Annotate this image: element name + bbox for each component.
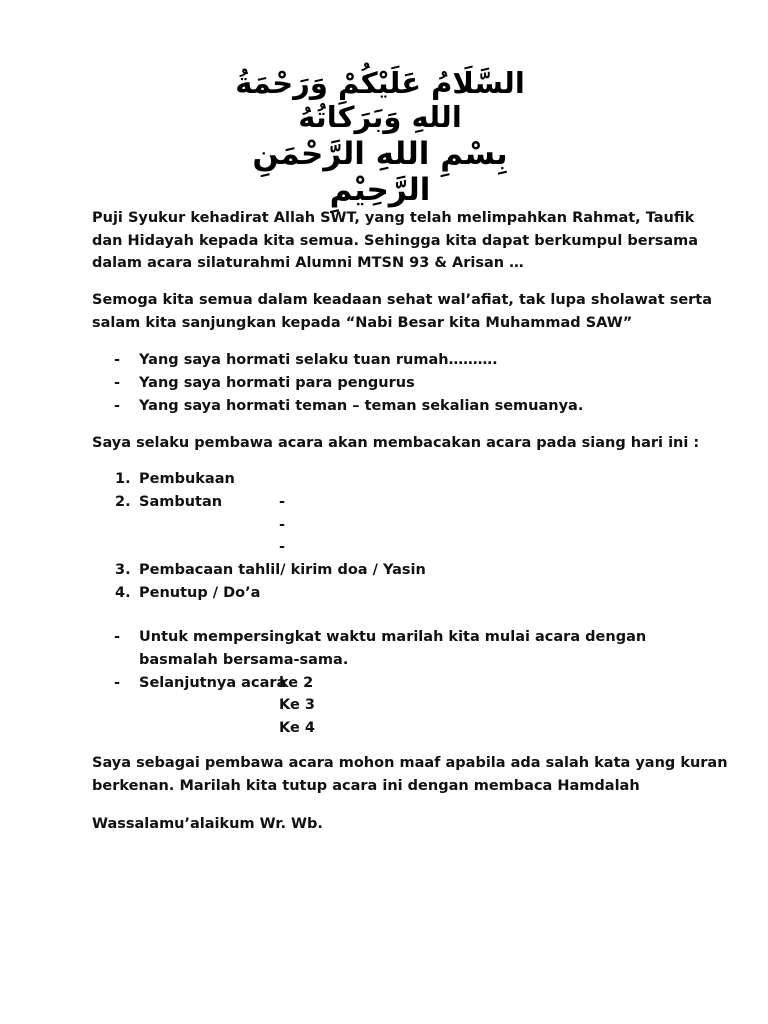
sambutan-dash: - <box>279 494 286 510</box>
agenda-item: Pembukaan <box>139 471 235 487</box>
note-subitem: Ke 3 <box>279 697 315 713</box>
agenda-number: 1. <box>115 471 131 487</box>
note-line: basmalah bersama-sama. <box>139 652 349 668</box>
paragraph-line: salam kita sanjungkan kepada “Nabi Besar kita Muhammad SAW” <box>92 314 633 331</box>
greeting-paragraph <box>92 289 713 334</box>
list-item: Yang saya hormati teman – teman sekalian semuanya. <box>139 398 584 414</box>
list-item: Yang saya hormati selaku tuan rumah………. <box>139 352 498 368</box>
agenda-number: 2. <box>115 494 131 510</box>
paragraph-line: Puji Syukur kehadirat Allah SWT, yang telah melimpahkan Rahmat, Taufik <box>92 210 695 226</box>
note-line: Untuk mempersingkat waktu marilah kita mulai acara dengan <box>139 629 647 645</box>
agenda-item: Penutup / Do’a <box>139 585 261 601</box>
sambutan-dash: - <box>279 517 286 533</box>
note-subitem: ke 2 <box>279 675 314 691</box>
salam-calligraphy: السَّلَامُ عَلَيْكُمْ وَرَحْمَةُ اللهِ وَبَرَكَاتُهُ <box>235 66 525 134</box>
agenda-number: 4. <box>115 585 131 601</box>
paragraph-line: dalam acara silaturahmi Alumni MTSN 93 & Arisan … <box>92 255 524 271</box>
list-item: Yang saya hormati para pengurus <box>139 375 415 391</box>
list-bullet: - <box>114 398 121 414</box>
agenda-intro: Saya selaku pembawa acara akan membacakan acara pada siang hari ini : <box>92 435 700 451</box>
bismillah-calligraphy: بِسْمِ اللهِ الرَّحْمَنِ الرَّحِيْمِ <box>252 136 508 208</box>
list-bullet: - <box>114 375 121 391</box>
signoff: Wassalamu’alaikum Wr. Wb. <box>92 816 323 832</box>
paragraph-line: berkenan. Marilah kita tutup acara ini dengan membaca Hamdalah <box>92 777 640 794</box>
note-subitem: Ke 4 <box>279 720 315 736</box>
agenda-item: Pembacaan tahlil/ kirim doa / Yasin <box>139 562 426 578</box>
agenda-number: 3. <box>115 562 131 578</box>
list-bullet: - <box>114 352 121 368</box>
agenda-item: Sambutan <box>139 494 223 510</box>
list-bullet: - <box>114 675 121 691</box>
paragraph-line: Semoga kita semua dalam keadaan sehat wal’afiat, tak lupa sholawat serta <box>92 292 713 308</box>
note-label: Selanjutnya acara <box>139 675 287 691</box>
paragraph-line: dan Hidayah kepada kita semua. Sehingga kita dapat berkumpul bersama <box>92 232 699 249</box>
sambutan-dash: - <box>279 539 286 555</box>
opening-paragraph <box>92 207 699 275</box>
paragraph-line: Saya sebagai pembawa acara mohon maaf apabila ada salah kata yang kuran <box>92 755 728 771</box>
closing-paragraph <box>92 752 728 797</box>
list-bullet: - <box>114 629 121 645</box>
